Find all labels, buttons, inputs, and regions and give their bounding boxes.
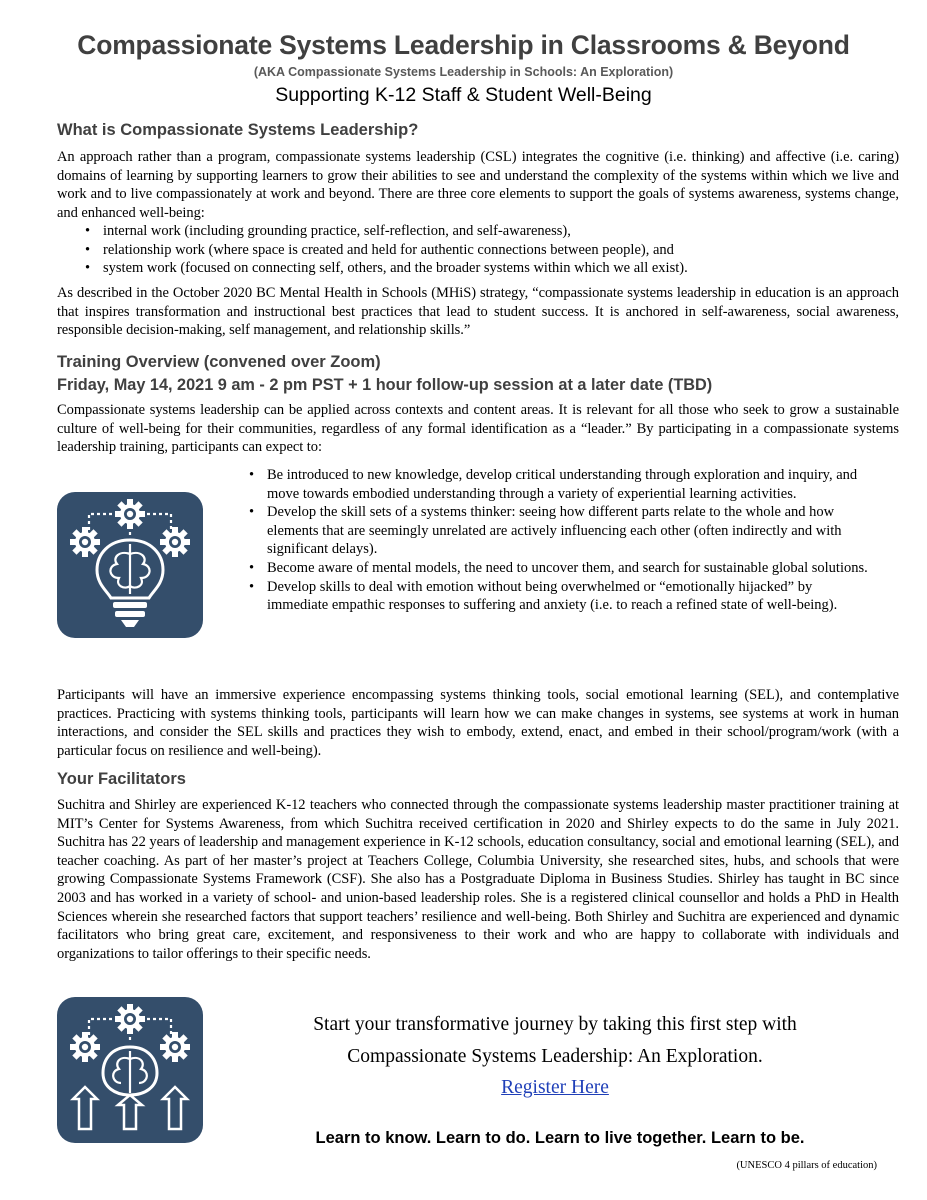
what-is-intro: An approach rather than a program, compassionate systems leadership (CSL) integrates the cognitive (i.e. thinking) and affective (i.e. caring) domains of learning by supporting learners to grow their abilities to see and understand the complexity of the systems within which we live and work and to live compassionately at work and beyond. There are three core elements to support the goals of systems awareness, systems change, and enhanced well-being:	[57, 149, 899, 221]
training-closing: Participants will have an immersive experience encompassing systems thinking tools, social emotional learning (SEL), and contemplative practices. Practicing with systems thinking tools, participants will learn how we can make changes in systems, see systems at work in human interactions, and consider the SEL skills and practices they wish to embody, extend, enact, and embed in their school/program/work (with a particular focus on resilience and well-being).	[57, 687, 899, 759]
list-item: • Become aware of mental models, the need to uncover them, and search for sustainable global solutions.	[267, 559, 871, 578]
expectations-list	[267, 466, 871, 615]
brain-gears-lightbulb-icon	[57, 492, 203, 638]
mhis-quote: As described in the October 2020 BC Mental Health in Schools (MHiS) strategy, “compassionate systems leadership in education is an approach that inspires transformation and instructional best practices that lead to student success. It is anchored in self-awareness, social awareness, responsible decision-making, self management, and relationship skills.”	[57, 285, 899, 339]
motto-source: (UNESCO 4 pillars of education)	[736, 1160, 877, 1171]
what-is-heading: What is Compassionate Systems Leadership?	[57, 121, 419, 139]
list-item: • internal work (including grounding practice, self-reflection, and self-awareness),	[103, 222, 893, 241]
register-link[interactable]: Register Here	[501, 1077, 609, 1098]
core-elements-list	[103, 222, 893, 278]
training-heading: Training Overview (convened over Zoom)	[57, 353, 381, 371]
training-intro: Compassionate systems leadership can be applied across contexts and content areas. It is relevant for all those who seek to grow a sustainable culture of well-being for their communities, regardless of any formal identification as a “leader.” By participating in a compassionate systems leadership training, participants can expect to:	[57, 402, 899, 456]
document-title: Compassionate Systems Leadership in Classrooms & Beyond	[77, 30, 850, 60]
facilitators-bio: Suchitra and Shirley are experienced K-12 teachers who connected through the compassionate systems leadership master practitioner training at MIT’s Center for Systems Awareness, from which Suchitra received certification in 2020 and Shirley expects to do the same in July 2021. Suchitra has 22 years of leadership and management experience in K-12 schools, education consultancy, social and emotional learning (SEL), and teacher coaching. As part of her master’s project at Teachers College, Columbia University, she researched sites, hubs, and schools that were growing Compassionate Systems Framework (CSF). She also has a Postgraduate Diploma in Business Studies. Shirley has taught in BC since 2003 and has worked in a variety of school- and union-based leadership roles. She is a registered clinical counsellor and holds a PhD in Health Sciences wherein she researched factors that support teachers’ resilience and well-being. Both Shirley and Suchitra are experienced and dynamic facilitators who bring great care, excitement, and responsiveness to their work and who are happy to collaborate with individuals and organizations to tailor offerings to their specific needs.	[57, 797, 899, 962]
list-item: • Develop the skill sets of a systems thinker: seeing how different parts relate to the whole and how elements that are seemingly unrelated are actively influencing each other (often indirectly and with significant delays).	[267, 503, 871, 559]
list-item: • relationship work (where space is created and held for authentic connections between people), and	[103, 241, 893, 260]
list-item: • system work (focused on connecting self, others, and the broader systems within which we all exist).	[103, 259, 893, 278]
cta-register-wrap	[240, 1073, 870, 1103]
document-aka: (AKA Compassionate Systems Leadership in Schools: An Exploration)	[253, 65, 674, 79]
motto: Learn to know. Learn to do. Learn to live together. Learn to be.	[315, 1129, 805, 1147]
brain-growth-arrows-icon	[57, 997, 203, 1143]
list-item: • Develop skills to deal with emotion without being overwhelmed or “emotionally hijacked” by immediate empathic responses to suffering and anxiety (i.e. to reach a refined state of well-being).	[267, 578, 871, 615]
cta-line-1: Start your transformative journey by taking this first step with	[313, 1014, 797, 1035]
training-date: Friday, May 14, 2021 9 am - 2 pm PST + 1 hour follow-up session at a later date (TBD)	[57, 376, 713, 394]
document-subtitle: Supporting K-12 Staff & Student Well-Being	[275, 84, 652, 106]
facilitators-heading: Your Facilitators	[57, 770, 186, 788]
cta-line-2: Compassionate Systems Leadership: An Exploration.	[347, 1046, 763, 1067]
list-item: • Be introduced to new knowledge, develop critical understanding through exploration and inquiry, and move towards embodied understanding through a variety of experiential learning activities.	[267, 466, 871, 503]
